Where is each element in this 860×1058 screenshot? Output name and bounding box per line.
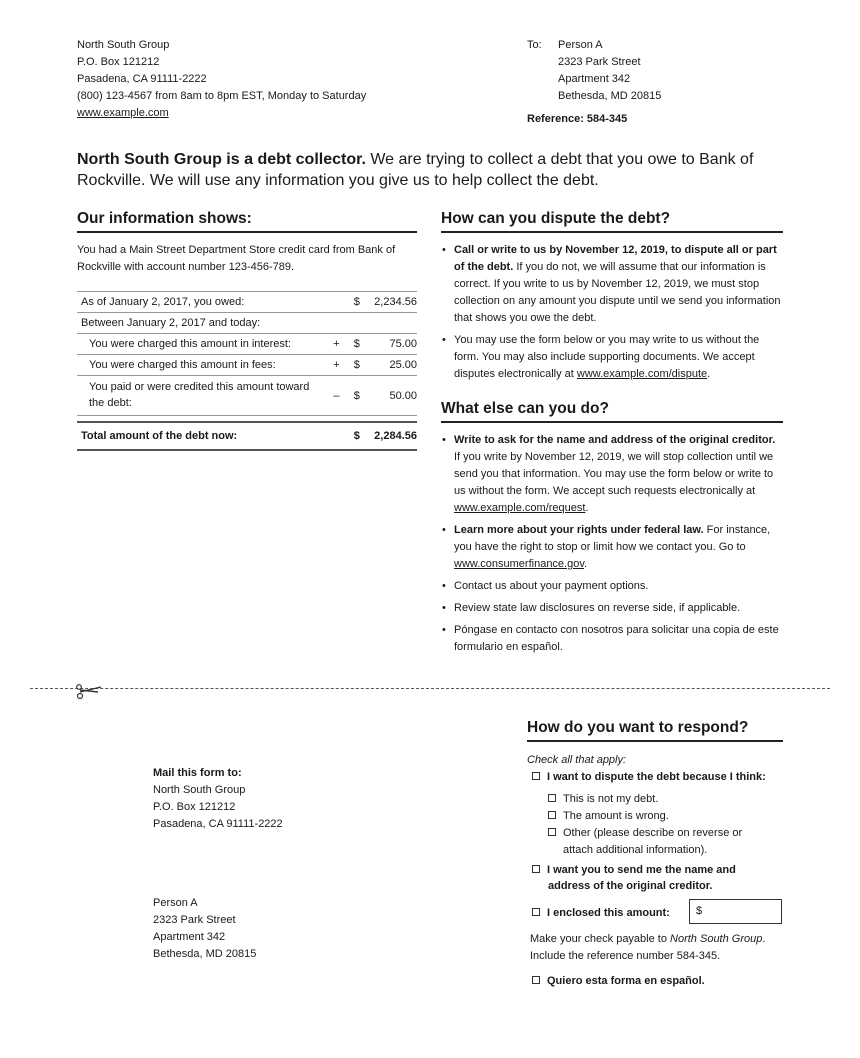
sender-address bbox=[77, 37, 366, 122]
amount-wrong-checkbox[interactable] bbox=[548, 811, 556, 819]
enclosed-amount-option[interactable] bbox=[532, 905, 670, 921]
return-apt: Apartment 342 bbox=[153, 931, 226, 943]
interest-amount: 75.00 bbox=[368, 334, 417, 355]
fees-currency: $ bbox=[345, 355, 368, 376]
list-item bbox=[441, 622, 783, 656]
consumerfinance-link[interactable]: www.consumerfinance.gov bbox=[454, 558, 585, 570]
other-label-line2: attach additional information). bbox=[563, 844, 708, 856]
spanish-option[interactable] bbox=[532, 973, 705, 989]
recipient-city: Bethesda, MD 20815 bbox=[558, 90, 662, 102]
amount-wrong-option[interactable] bbox=[548, 808, 669, 824]
else-bullet-text: If you write by November 12, 2019, we will stop collection until we send you that information. You may use the form below or write to us without the form. We accept such requests electronically at bbox=[454, 451, 774, 497]
table-row bbox=[77, 355, 417, 376]
list-item bbox=[441, 578, 783, 595]
amount-wrong-label: The amount is wrong. bbox=[563, 810, 669, 822]
request-link[interactable]: www.example.com/request bbox=[454, 502, 586, 514]
sender-city: Pasadena, CA 91111-2222 bbox=[77, 73, 207, 85]
else-bullet-end: . bbox=[585, 502, 589, 514]
return-city: Bethesda, MD 20815 bbox=[153, 948, 257, 960]
not-my-debt-label: This is not my debt. bbox=[563, 793, 659, 805]
sender-website-link[interactable]: www.example.com bbox=[77, 107, 169, 119]
recipient-apt: Apartment 342 bbox=[558, 73, 631, 85]
total-row bbox=[77, 422, 417, 450]
else-bullet-text: For instance, you have the right to stop or limit how we contact you. Go to bbox=[454, 524, 771, 553]
intro-text: We are trying to collect a debt that you owe to Bank of Rockville. We will use any information you give us to help collect the debt. bbox=[77, 151, 754, 189]
payable-note bbox=[530, 931, 786, 965]
list-item bbox=[441, 242, 783, 327]
respond-title-text: How do you want to respond? bbox=[527, 719, 783, 742]
mail-to-block bbox=[153, 765, 283, 833]
owed-label: As of January 2, 2017, you owed: bbox=[77, 292, 327, 313]
creditor-info-label-line1: I want you to send me the name and bbox=[547, 864, 736, 876]
reference-number: Reference: 584-345 bbox=[527, 113, 628, 125]
return-name: Person A bbox=[153, 897, 198, 909]
cut-line bbox=[30, 688, 830, 689]
paid-sign: – bbox=[327, 376, 345, 416]
interest-label: You were charged this amount in interest: bbox=[77, 334, 327, 355]
dispute-option-label: I want to dispute the debt because I think: bbox=[547, 771, 766, 783]
paid-currency: $ bbox=[345, 376, 368, 416]
paid-label: You paid or were credited this amount toward the debt: bbox=[77, 376, 327, 416]
fees-label: You were charged this amount in fees: bbox=[77, 355, 327, 376]
dispute-list bbox=[441, 242, 783, 383]
amount-input[interactable] bbox=[689, 899, 782, 924]
spanish-option-label: Quiero esta forma en español. bbox=[547, 975, 705, 987]
dispute-link[interactable]: www.example.com/dispute bbox=[576, 368, 708, 380]
return-address-block bbox=[153, 895, 256, 963]
intro-statement bbox=[77, 149, 767, 191]
not-my-debt-option[interactable] bbox=[548, 791, 658, 807]
total-amount: 2,284.56 bbox=[368, 422, 417, 450]
payable-name-end: Group bbox=[731, 933, 763, 945]
dispute-bullet-bold: Call or write to us by November 12, 2019, to dispute all or part of the debt. bbox=[454, 244, 777, 273]
dispute-title: How can you dispute the debt? bbox=[441, 210, 783, 233]
creditor-info-checkbox[interactable] bbox=[532, 865, 540, 873]
creditor-info-label-line2: address of the original creditor. bbox=[548, 880, 713, 892]
list-item bbox=[441, 522, 783, 573]
else-bullet-bold: Write to ask for the name and address of the original creditor. bbox=[454, 434, 776, 446]
dispute-bullet-end: . bbox=[707, 368, 711, 380]
payable-name: North South bbox=[670, 933, 729, 945]
debt-table bbox=[77, 291, 417, 451]
sender-phone: (800) 123-4567 from 8am to 8pm EST, Monday to Saturday bbox=[77, 90, 367, 102]
other-option[interactable] bbox=[548, 825, 742, 841]
mail-to-name: North South Group bbox=[153, 784, 246, 796]
check-all-label: Check all that apply: bbox=[527, 754, 627, 766]
table-row bbox=[77, 292, 417, 313]
list-item bbox=[441, 600, 783, 617]
dispute-section bbox=[441, 210, 783, 388]
sender-name: North South Group bbox=[77, 39, 170, 51]
dispute-checkbox[interactable] bbox=[532, 772, 540, 780]
other-label-line1: Other (please describe on reverse or bbox=[563, 827, 743, 839]
owed-amount: 2,234.56 bbox=[368, 292, 417, 313]
paid-amount: 50.00 bbox=[368, 376, 417, 416]
else-bullet-end: . bbox=[584, 558, 588, 570]
dispute-option[interactable] bbox=[532, 769, 766, 785]
else-title: What else can you do? bbox=[441, 400, 783, 423]
respond-title bbox=[527, 719, 783, 742]
else-bullet-bold: Learn more about your rights under federal law. bbox=[454, 524, 704, 536]
interest-currency: $ bbox=[345, 334, 368, 355]
information-title: Our information shows: bbox=[77, 210, 417, 233]
mail-to-city: Pasadena, CA 91111-2222 bbox=[153, 818, 283, 830]
other-checkbox[interactable] bbox=[548, 828, 556, 836]
enclosed-amount-checkbox[interactable] bbox=[532, 908, 540, 916]
sender-box: P.O. Box 121212 bbox=[77, 56, 160, 68]
information-section bbox=[77, 210, 417, 451]
intro-bold: North South Group is a debt collector. bbox=[77, 151, 366, 168]
information-text: You had a Main Street Department Store credit card from Bank of Rockville with account number 123-456-789. bbox=[77, 244, 396, 273]
else-bullet-text: Review state law disclosures on reverse side, if applicable. bbox=[454, 602, 741, 614]
payable-text: Make your check payable to bbox=[530, 933, 671, 945]
table-row bbox=[77, 376, 417, 416]
spanish-checkbox[interactable] bbox=[532, 976, 540, 984]
amount-prefix: $ bbox=[696, 905, 703, 917]
table-row bbox=[77, 334, 417, 355]
recipient-address bbox=[558, 37, 661, 105]
creditor-info-option[interactable] bbox=[532, 862, 736, 878]
fees-amount: 25.00 bbox=[368, 355, 417, 376]
else-bullet-text: Póngase en contacto con nosotros para solicitar una copia de este formulario en español. bbox=[454, 624, 779, 653]
fees-sign: + bbox=[327, 355, 345, 376]
interest-sign: + bbox=[327, 334, 345, 355]
mail-to-box: P.O. Box 121212 bbox=[153, 801, 236, 813]
not-my-debt-checkbox[interactable] bbox=[548, 794, 556, 802]
return-street: 2323 Park Street bbox=[153, 914, 236, 926]
list-item bbox=[441, 332, 783, 383]
payable-text-end: . Include the reference number 584-345. bbox=[530, 933, 766, 962]
owed-sign bbox=[327, 292, 345, 313]
else-list bbox=[441, 432, 783, 656]
mail-to-label: Mail this form to: bbox=[153, 767, 242, 779]
to-label: To: bbox=[527, 39, 542, 51]
between-label: Between January 2, 2017 and today: bbox=[77, 313, 417, 334]
list-item bbox=[441, 432, 783, 517]
recipient-name: Person A bbox=[558, 39, 603, 51]
total-currency: $ bbox=[345, 422, 368, 450]
owed-currency: $ bbox=[345, 292, 368, 313]
table-row bbox=[77, 313, 417, 334]
total-label: Total amount of the debt now: bbox=[77, 422, 327, 450]
else-section bbox=[441, 400, 783, 661]
scissors-icon bbox=[76, 683, 102, 701]
dispute-bullet-text: If you do not, we will assume that our information is correct. If you write to us by November 12, 2019, we must stop collection on any amount you dispute until we send you information that shows you owe the debt. bbox=[454, 261, 781, 324]
enclosed-amount-label: I enclosed this amount: bbox=[547, 907, 670, 919]
dispute-bullet-text: You may use the form below or you may write to us without the form. You may also include supporting documents. We accept disputes electronically at bbox=[454, 334, 760, 380]
recipient-street: 2323 Park Street bbox=[558, 56, 641, 68]
else-bullet-text: Contact us about your payment options. bbox=[454, 580, 649, 592]
